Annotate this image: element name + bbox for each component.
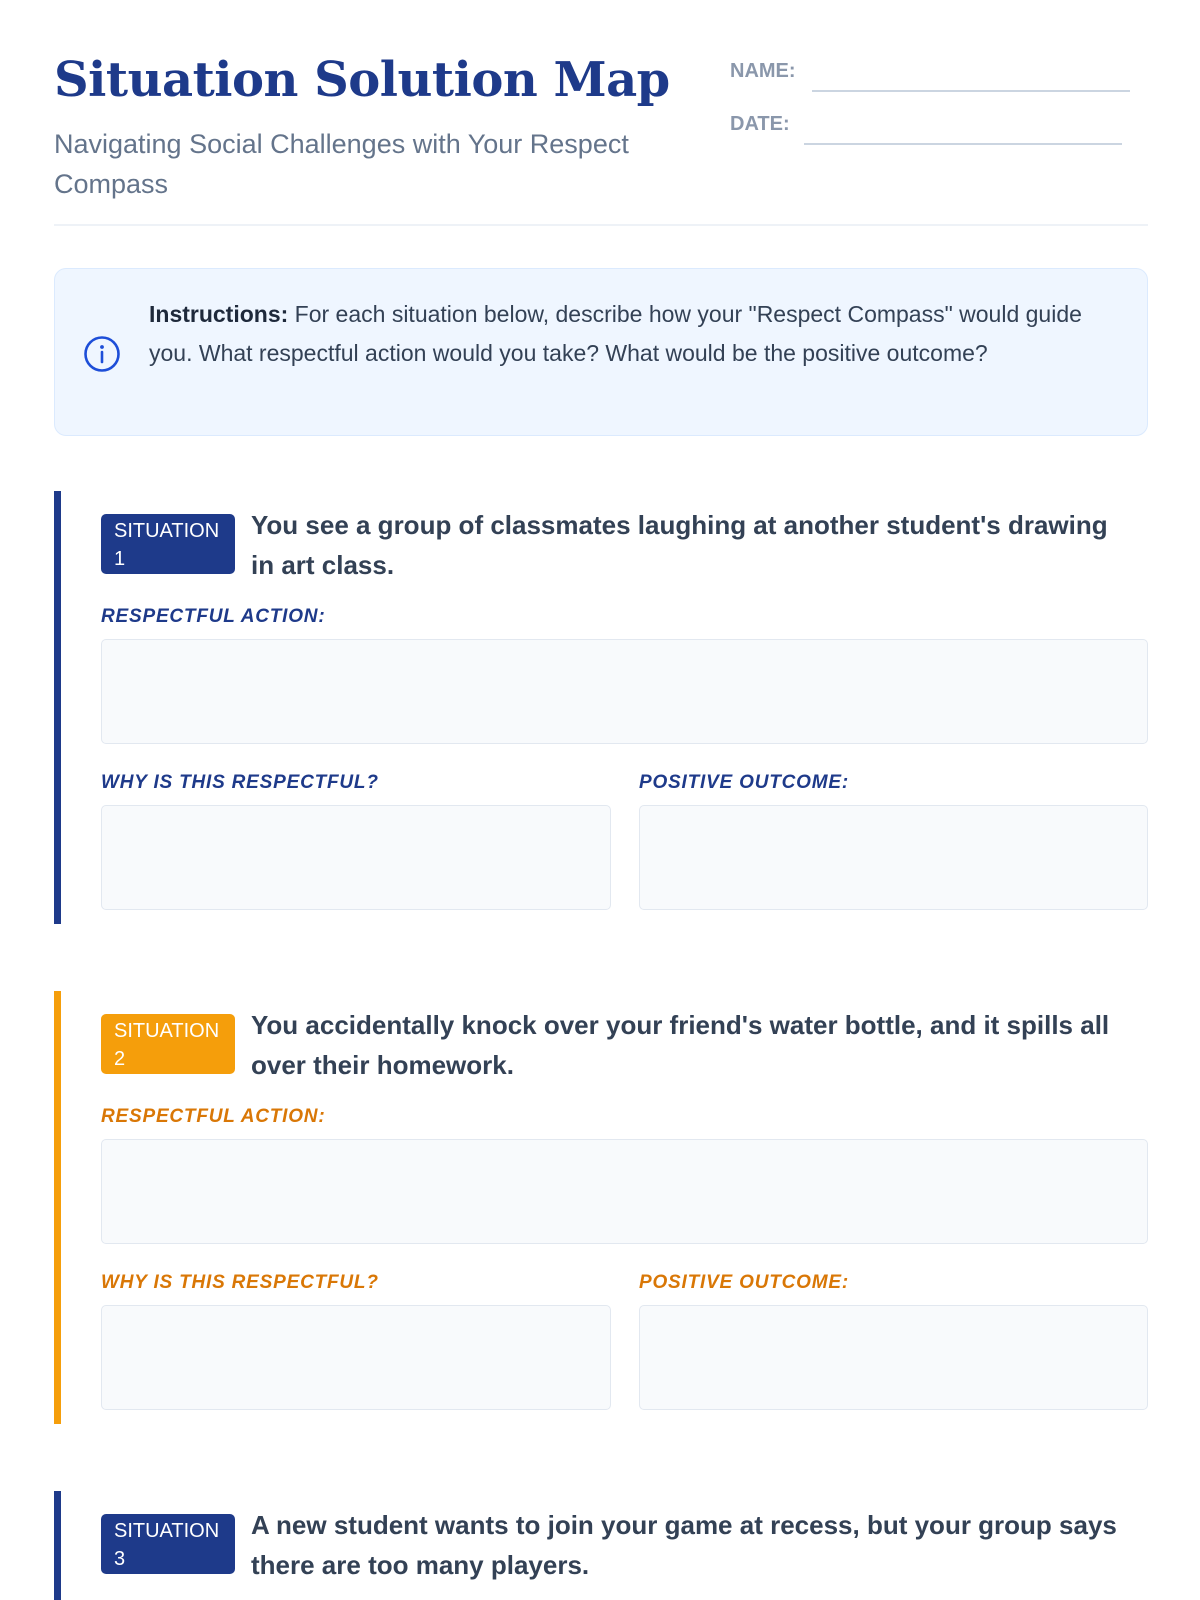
positive-outcome-label: POSITIVE OUTCOME: [639,772,849,793]
situation-text: You accidentally knock over your friend's water bottle, and it spills all over their homework. [251,1010,1110,1080]
situation-badge: SITUATION 2 [101,1014,235,1074]
name-field[interactable] [812,90,1130,92]
instructions-box [54,268,1148,436]
situation-text: A new student wants to join your game at recess, but your group says there are too many players. [251,1510,1117,1580]
worksheet-header [54,50,1148,226]
situation-card-1 [54,491,1148,924]
info-icon [83,335,121,373]
instructions-label: Instructions: [149,301,289,327]
date-row [730,113,1148,166]
student-info [730,60,1148,166]
name-row [730,60,1148,113]
why-respectful-label: WHY IS THIS RESPECTFUL? [101,1272,379,1293]
situation-text: You see a group of classmates laughing at another student's drawing in art class. [251,510,1108,580]
respectful-action-box[interactable] [101,639,1148,744]
situation-badge: SITUATION 3 [101,1514,235,1574]
situation-card-2 [54,991,1148,1424]
why-respectful-box[interactable] [101,1305,611,1410]
situation-badge: SITUATION 1 [101,514,235,574]
why-respectful-box[interactable] [101,805,611,910]
positive-outcome-label: POSITIVE OUTCOME: [639,1272,849,1293]
respectful-action-label: RESPECTFUL ACTION: [101,606,326,627]
positive-outcome-box[interactable] [639,1305,1148,1410]
instructions-text [149,295,1109,372]
situation-card-3 [54,1491,1148,1600]
respectful-action-box[interactable] [101,1139,1148,1244]
why-respectful-label: WHY IS THIS RESPECTFUL? [101,772,379,793]
respectful-action-label: RESPECTFUL ACTION: [101,1106,326,1127]
name-label: NAME: [730,60,796,82]
instructions-body: For each situation below, describe how your "Respect Compass" would guide you. What respectful action would you take? What would be the positive outcome? [149,301,1082,366]
date-field[interactable] [804,143,1122,145]
page-subtitle: Navigating Social Challenges with Your Respect Compass [54,129,629,199]
page-title: Situation Solution Map [54,52,670,108]
date-label: DATE: [730,113,790,135]
positive-outcome-box[interactable] [639,805,1148,910]
